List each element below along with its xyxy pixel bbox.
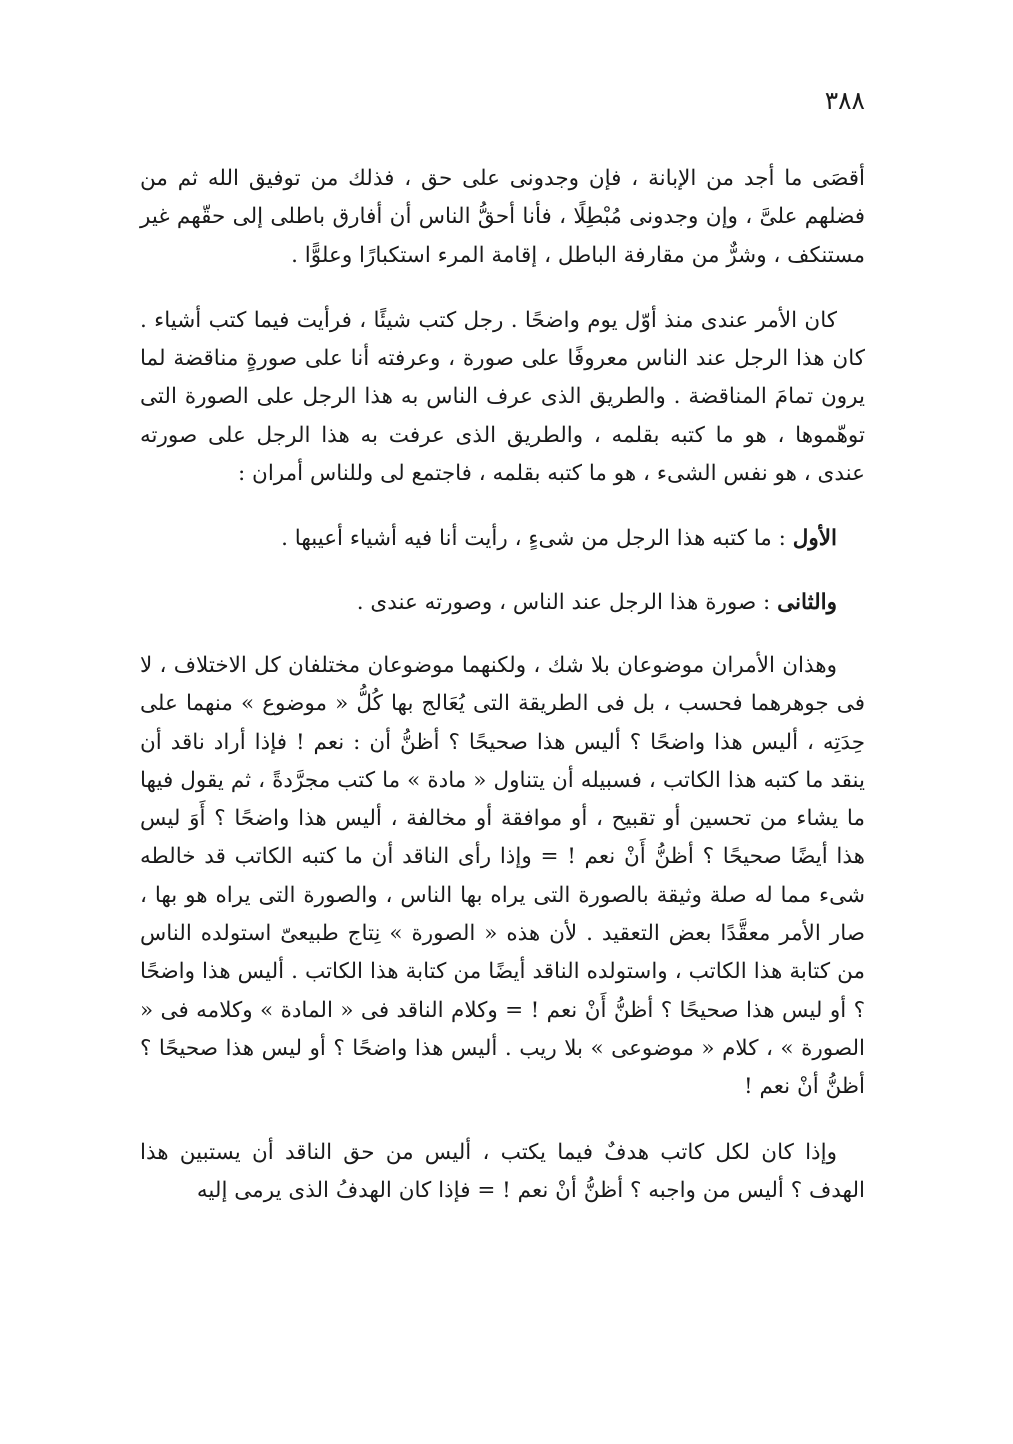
list-item-second <box>140 584 865 622</box>
list-item-first-text: : ما كتبه هذا الرجل من شىءٍ ، رأيت أنا فيه أشياء أعيبها . <box>281 526 793 552</box>
paragraph-2: كان الأمر عندى منذ أوّل يوم واضحًا . رجل كتب شيئًا ، فرأيت فيما كتب أشياء . كان هذا الرجل عند الناس معروفًا على صورة ، وعرفته أنا على صورةٍ مناقضة لما يرون تمامَ المناقضة . والطريق الذى عرف الناس به هذا الرجل على الصورة التى توهّموها ، هو ما كتبه بقلمه ، والطريق الذى عرفت به هذا الرجل على صورته عندى ، هو نفس الشىء ، هو ما كتبه بقلمه ، فاجتمع لى وللناس أمران : <box>140 307 865 487</box>
list-item-first-lead: الأول <box>792 526 837 552</box>
paragraph-4: وإذا كان لكل كاتب هدفٌ فيما يكتب ، أليس من حق الناقد أن يستبين هذا الهدف ؟ أليس من واجبه ؟ أظنُّ أنْ نعم ! = فإذا كان الهدفُ الذى يرمى إليه <box>140 1139 865 1203</box>
list-item-second-text: : صورة هذا الرجل عند الناس ، وصورته عندى . <box>356 589 778 615</box>
paragraph-3: وهذان الأمران موضوعان بلا شك ، ولكنهما موضوعان مختلفان كل الاختلاف ، لا فى جوهرهما فحسب ، بل فى الطريقة التى يُعَالج بها كُلُّ « موضوع » منهما على حِدَتِه ، أليس هذا واضحًا ؟ أليس هذا صحيحًا ؟ أظنُّ أن : نعم ! فإذا أراد ناقد أن ينقد ما كتبه هذا الكاتب ، فسبيله أن يتناول « مادة » ما كتب مجرَّدةً ، ثم يقول فيها ما يشاء من تحسين أو تقبيح ، أو موافقة أو مخالفة ، أليس هذا واضحًا ؟ أَوَ ليس هذا أيضًا صحيحًا ؟ أظنُّ أَنْ نعم ! = وإذا رأى الناقد أن ما كتبه الكاتب قد خالطه شىء مما له صلة وثيقة بالصورة التى يراه بها الناس ، والصورة التى يراه هو بها ، صار الأمر معقَّدًا بعض التعقيد . لأن هذه « الصورة » نِتاج طبيعىّ استولده الناس من كتابة هذا الكاتب ، واستولده الناقد أيضًا من كتابة هذا الكاتب . أليس هذا واضحًا ؟ أو ليس هذا صحيحًا ؟ أظنُّ أَنْ نعم ! = وكلام الناقد فى « المادة » وكلامه فى « الصورة » ، كلام « موضوعى » بلا ريب . أليس هذا واضحًا ؟ أو ليس هذا صحيحًا ؟ أظنُّ أنْ نعم ! <box>140 652 865 1100</box>
page-number: ٣٨٨ <box>824 86 865 115</box>
list-item-second-lead: والثانى <box>777 589 837 615</box>
list-item-first <box>140 520 865 558</box>
body-text <box>140 160 865 1237</box>
paragraph-1: أقصَى ما أجد من الإبانة ، فإن وجدونى على حق ، فذلك من توفيق الله ثم من فضلهم علىَّ ، وإن وجدونى مُبْطِلًا ، فأنا أحقُّ الناس أن أفارق باطلى إلى حقّهم غير مستنكف ، وشرٌّ من مقارفة الباطل ، إقامة المرء استكبارًا وعلوًّا . <box>140 166 865 268</box>
